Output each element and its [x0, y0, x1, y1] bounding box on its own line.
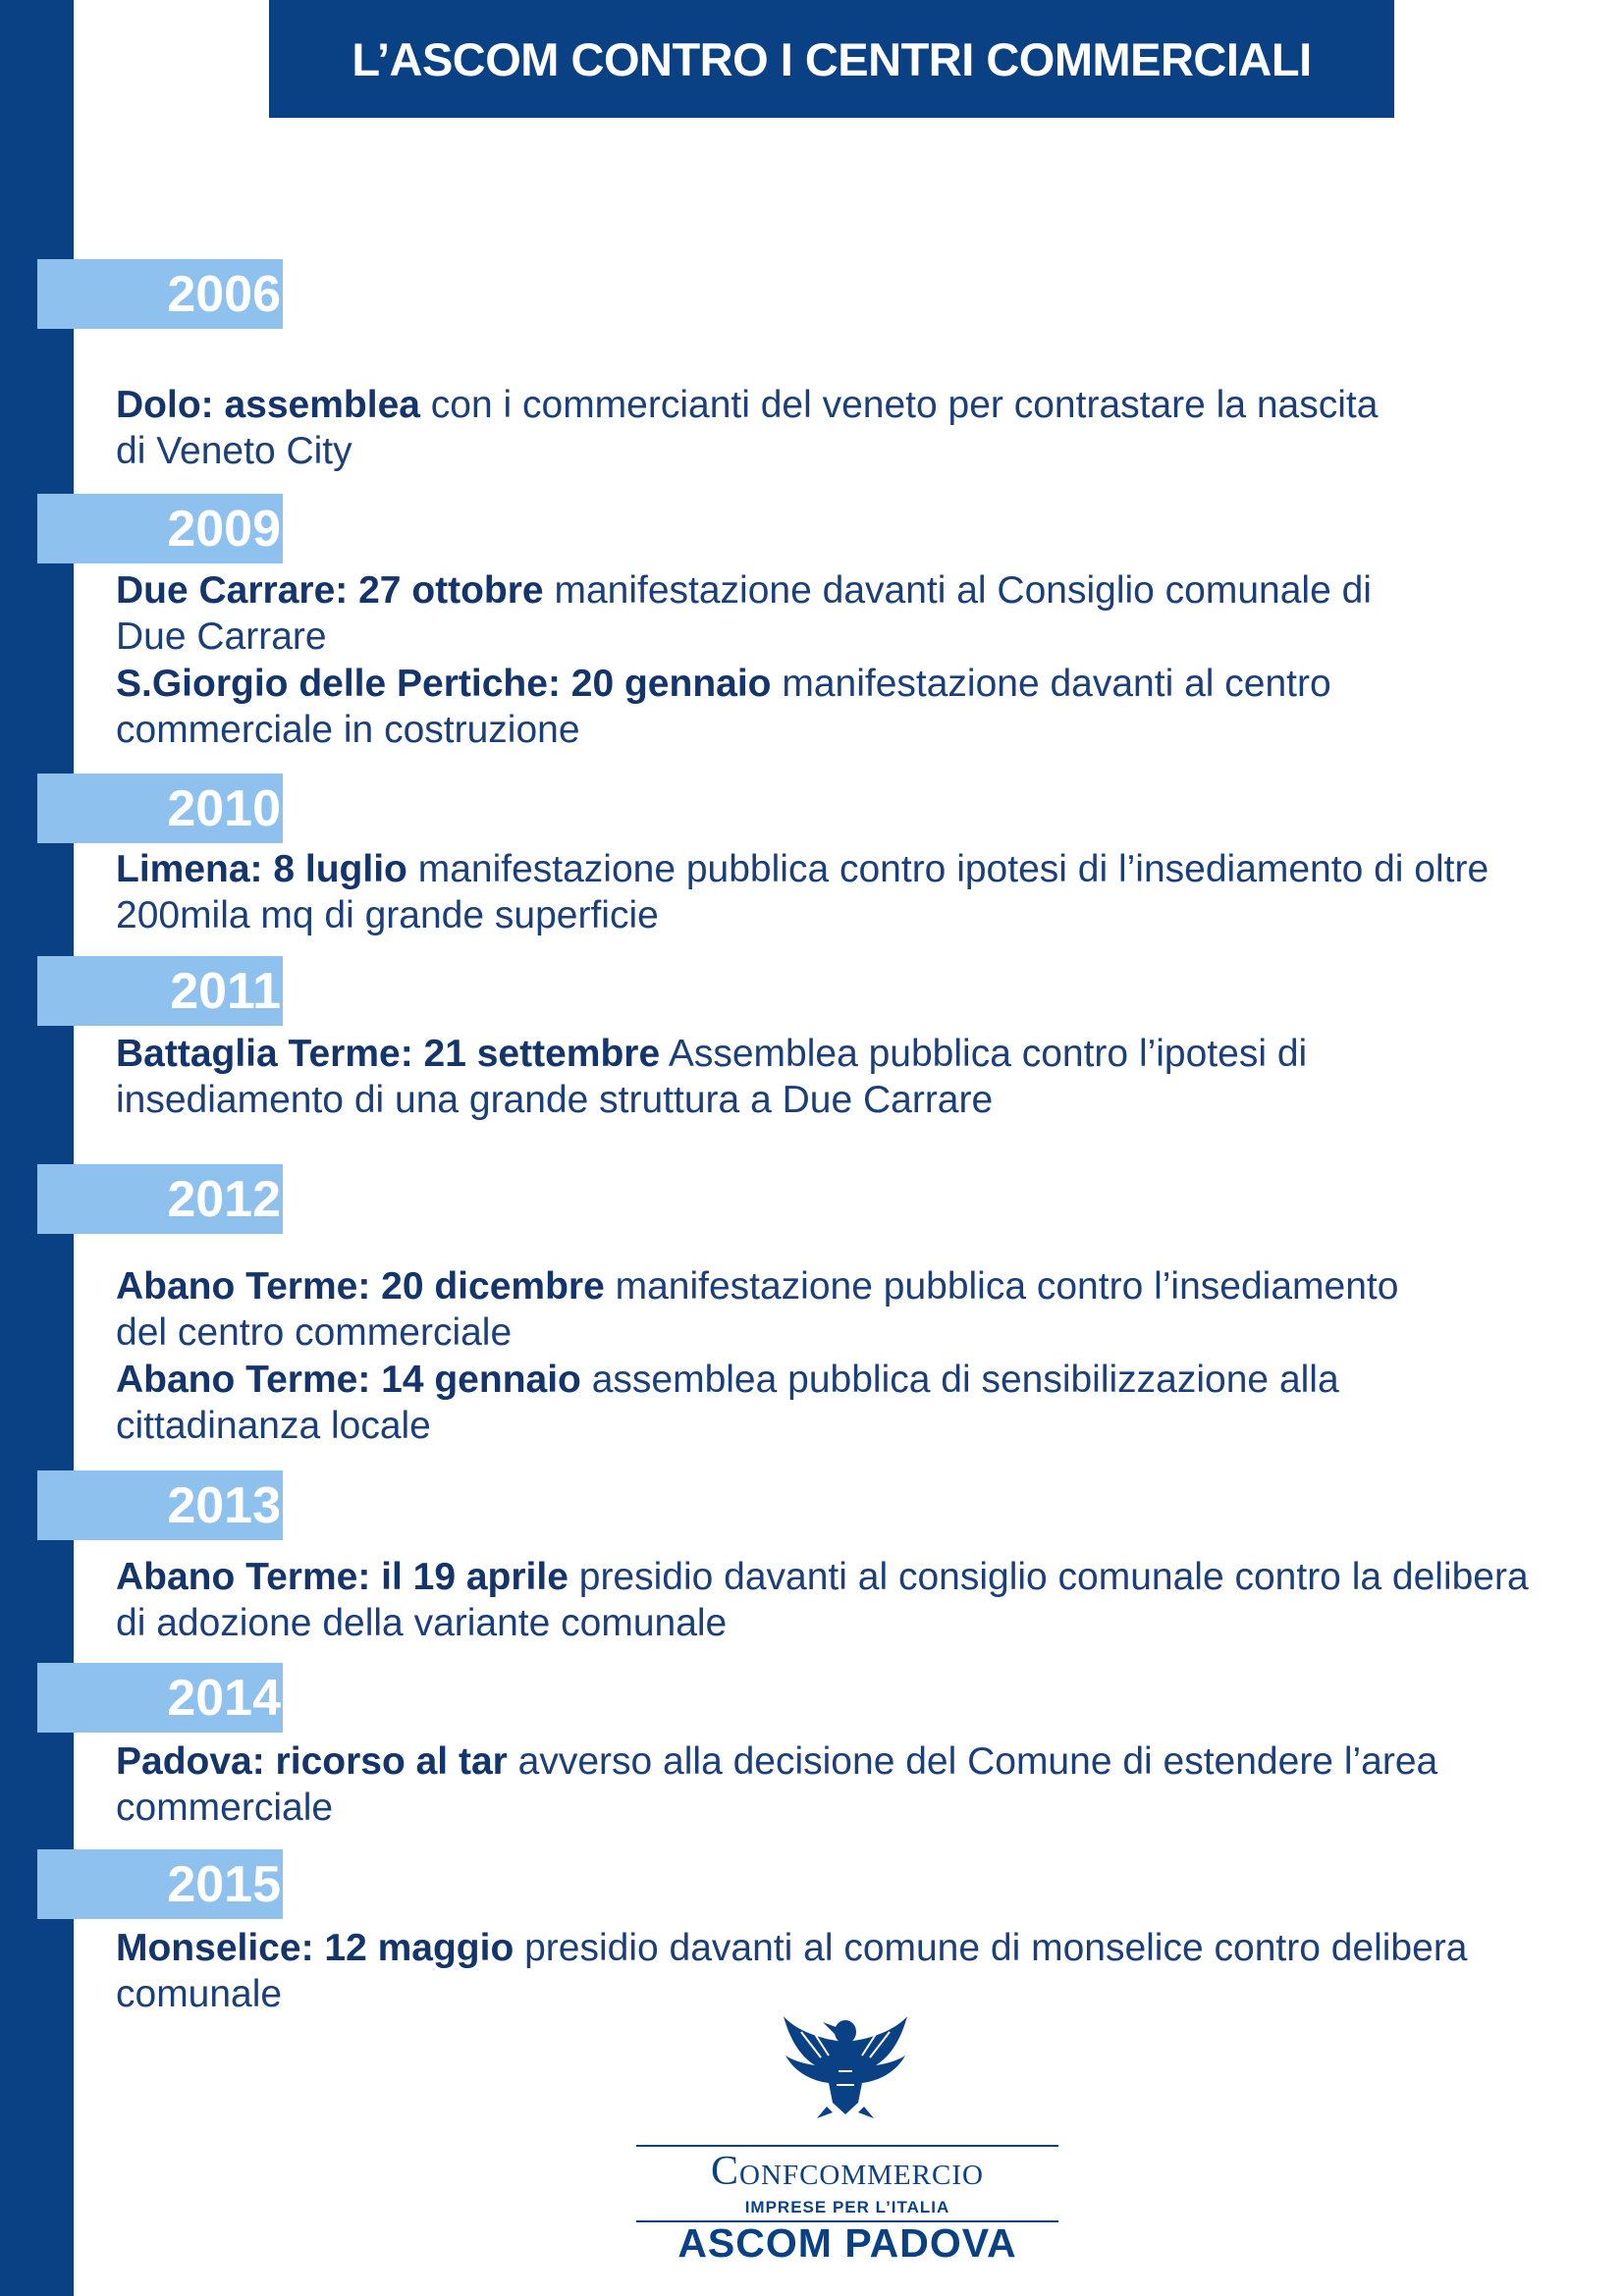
entry-text-cont: commerciale in costruzione	[116, 709, 580, 751]
year-tab-2010: 2010	[37, 774, 283, 843]
entry-text: presidio davanti al consiglio comunale contro la delibera	[568, 1556, 1529, 1598]
entry-text: manifestazione pubblica contro ipotesi di l’insediamento di oltre	[406, 848, 1489, 890]
page-title-text: L’ASCOM CONTRO I CENTRI COMMERCIALI	[352, 32, 1312, 85]
timeline-entry	[116, 661, 1608, 753]
year-tab-2006: 2006	[37, 259, 283, 329]
year-tab-2014: 2014	[37, 1663, 283, 1733]
entry-lead: Abano Terme: 14 gennaio	[116, 1359, 581, 1401]
timeline-entry	[116, 1925, 1608, 2017]
entry-text: manifestazione davanti al Consiglio comunale di	[543, 569, 1372, 612]
entry-text-cont: Due Carrare	[116, 615, 327, 658]
timeline-entry	[116, 1263, 1608, 1356]
entry-lead: Dolo: assemblea	[116, 384, 420, 426]
entry-text-cont: di Veneto City	[116, 430, 352, 472]
entry-text-cont: cittadinanza locale	[116, 1405, 431, 1447]
logo-brand: Confcommercio	[711, 2149, 984, 2194]
entry-text: Assemblea pubblica contro l’ipotesi di	[660, 1033, 1308, 1075]
year-tab-2012: 2012	[37, 1164, 283, 1234]
year-tab-2015: 2015	[37, 1849, 283, 1919]
year-tab-2009: 2009	[37, 494, 283, 563]
eagle-icon	[782, 2012, 909, 2122]
entry-text-cont: commerciale	[116, 1787, 334, 1829]
entry-text-cont: del centro commerciale	[116, 1311, 513, 1354]
timeline-entry	[116, 1554, 1608, 1646]
entry-text-cont: insediamento di una grande struttura a Due Carrare	[116, 1079, 994, 1121]
entry-lead: S.Giorgio delle Pertiche: 20 gennaio	[116, 663, 772, 705]
timeline-entry	[116, 1738, 1608, 1831]
entry-text: manifestazione davanti al centro	[771, 663, 1331, 705]
entry-lead: Abano Terme: 20 dicembre	[116, 1265, 605, 1308]
entry-lead: Monselice: 12 maggio	[116, 1927, 514, 1969]
timeline-entry	[116, 1031, 1608, 1123]
entry-lead: Battaglia Terme: 21 settembre	[116, 1033, 661, 1075]
entry-text: manifestazione pubblica contro l’insediamento	[604, 1265, 1399, 1308]
timeline-entry	[116, 567, 1608, 660]
page-title	[269, 0, 1394, 118]
timeline-entry	[116, 382, 1608, 474]
entry-lead: Limena: 8 luglio	[116, 848, 407, 890]
entry-text-cont: 200mila mq di grande superficie	[116, 894, 659, 936]
entry-lead: Abano Terme: il 19 aprile	[116, 1556, 568, 1598]
entry-text-cont: di adozione della variante comunale	[116, 1602, 728, 1644]
logo-tagline: IMPRESE PER L’ITALIA	[744, 2198, 950, 2216]
entry-text: avverso alla decisione del Comune di estendere l’area	[507, 1740, 1438, 1783]
entry-lead: Padova: ricorso al tar	[116, 1740, 508, 1783]
logo-rule-top	[636, 2145, 1058, 2147]
side-bar	[0, 0, 74, 2296]
confcommercio-logo	[634, 2012, 1066, 2266]
year-tab-2013: 2013	[37, 1470, 283, 1540]
entry-text: assemblea pubblica di sensibilizzazione alla	[580, 1359, 1339, 1401]
entry-text: presidio davanti al comune di monselice contro delibera	[514, 1927, 1468, 1969]
entry-text-cont: comunale	[116, 1973, 283, 2015]
entry-text: con i commercianti del veneto per contrastare la nascita	[419, 384, 1379, 426]
logo-org: ASCOM PADOVA	[677, 2220, 1017, 2266]
timeline-entry	[116, 1357, 1608, 1449]
timeline-entry	[116, 846, 1608, 938]
entry-lead: Due Carrare: 27 ottobre	[116, 569, 544, 612]
year-tab-2011: 2011	[37, 956, 283, 1026]
